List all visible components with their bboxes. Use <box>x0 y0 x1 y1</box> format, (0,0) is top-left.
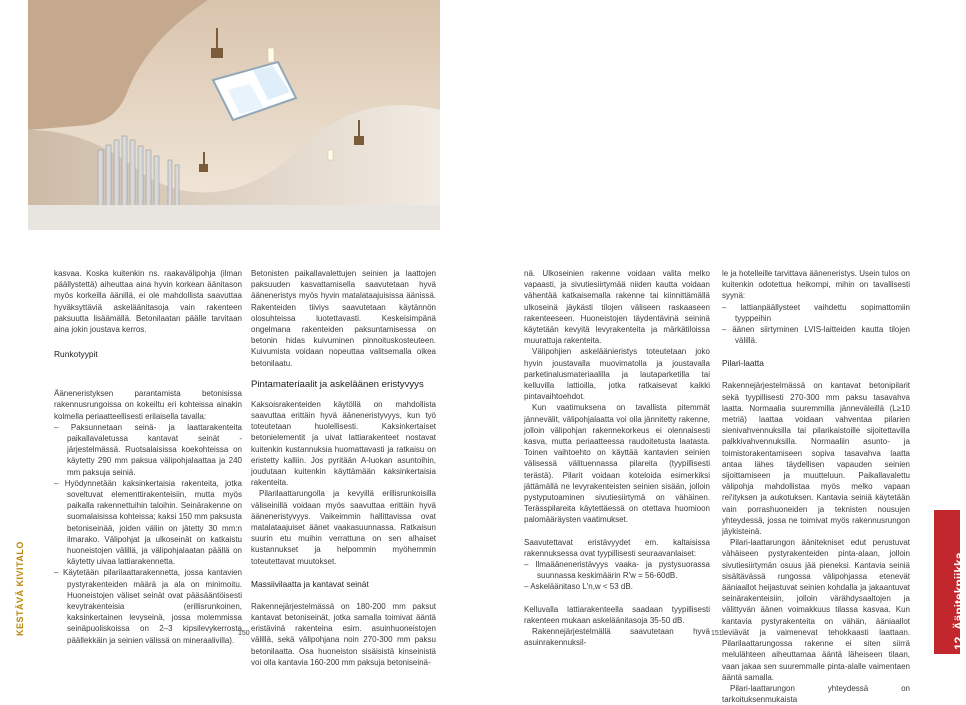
list-item: – Hyödynnetään kaksinkertaisia rakenteita, jotka soveltuvat elementtirakenteisiin, mutta myös paikalla rakennettuihin taloihin. Seinärakenne on suomalaisissa kohteissa; kaksi 150 mm paksusta betoniseinää, joiden väliin on jätetty 30 mm:n ilmarako. Välipohjat ja ulkoseinät on katkaistu huoneistojen välillä, ja välipohjalaatan päällä on käytetty uivaa lattiarakennetta. <box>54 478 242 567</box>
page-number-right: 151 <box>711 630 723 637</box>
list-item: – Ilmaääneneristävyys vaaka- ja pystysuorassa suunnassa keskimäärin R'w = 56-60dB. <box>524 560 710 581</box>
chapter-tab <box>934 510 966 654</box>
list-item: – Käytetään pilarilaattarakennetta, jossa kantavien pystyrakenteiden määrä ja ala on minimoitu. Huoneistojen väliset seinät ovat pääsääntöisesti kevytrakenteisia (erillisrunkoinen, kaksinkertainen levyseinä, jossa molemmissa seinäpuoliskoissa on 2–3 kipsilevykerrosta päällekkäin ja seinien välissä on mineraalivilla). <box>54 568 242 645</box>
right-page-column-1 <box>524 268 710 649</box>
paragraph: nä. Ulkoseinien rakenne voidaan valita melko vapaasti, ja sivutiesiirtymää niiden kautta voidaan vähentää katkaisemalla rakenne tai kiinnittämällä ulkoseinä jäykästi tilojen väliseen raskaaseen rakenteeseen. Huoneistojen täydentävinä seininä käytetään kevyitä levyrakenteita ja märkätiloissa muurattuja rakenteita. <box>524 269 710 346</box>
spine-text: KESTÄVÄ KIVITALO <box>15 541 25 636</box>
paragraph: Välipohjien askeläänieristys toteutetaan joko hyvin joustavalla muovimatolla ja joustavalla parketinalusmateriaalilla ja lautaparketilla tai kelluvilla lattioilla, jotka ratkaisevat kaikki pintavaihtoehdot. <box>524 347 710 402</box>
left-page-column-1 <box>54 268 242 646</box>
list-item: – äänen siirtyminen LVIS-laitteiden kautta tilojen välillä. <box>722 325 910 346</box>
section-heading-runkotyypit: Runkotyypit <box>54 349 98 360</box>
paragraph: Kaksoisrakenteiden käytöllä on mahdollista saavuttaa erittäin hyvä ääneneristyvyys, kun työ toteutetaan huolellisesti. Kaksinkertaiset betonielementit ja uivat lattiarakenteet nostavat kuitenkin kustannuksia huomattavasti ja ratkaisu on eristetty kalliin. Jos pyritään A-luokan asuntoihin, joudutaan kuitenkin käyttämään kaksinkertaisia rakenteita. <box>251 399 436 488</box>
paragraph: Pilari-laattarungon yhteydessä on tarkoituksenmukaista <box>722 683 910 705</box>
paragraph: Rakennejärjestelmässä on kantavat betonipilarit sekä tyypillisesti 270-300 mm paksu tasavahva laatta. Normaalia suuremmilla jänneväleillä (L≥10 metriä) laattaa voidaan vahventaa pilarien sienivahvennuksilla tai pilarikaistoille sijoitettavilla palkkivahvennuksilla. Normaaliin asunto- ja toimistorakentamiseen sopiva tasavahva laatta antaa lähes täydellisen vapauden seinien sijoittamiseen ja muutteluun. Paikallavalettu välipohja mahdollistaa myös melko vapaan reiʹityksen ja aukotuksen. Kantavia seiniä käytetään vain porrashuoneiden ja teknisten nousujen yhteydessä, jossa ne toimivat myös rakennusrungon jäykisteinä. <box>722 381 910 537</box>
paragraph: Betonisten paikallavalettujen seinien ja laattojen paksuuden kasvattamisella saavutetaan hyvä ääneneristys myös hyvin matalataajuisissa äänissä. Rakenteiden tiiviys saavutetaan käytännön olosuhteissa luotettavasti. Keskeisimpänä ongelmana rakenteiden paksuntamisessa on betonin hidas kuivuminen pinnoituskosteuteen. Kuivumista voidaan nopeuttaa valitsemalla oikea betonilaatu. <box>251 269 436 368</box>
paragraph: Rakennejärjestelmässä on 180-200 mm paksut kantavat betoniseinät, jotka samalla toimivat ääntä eristävinä rakenteina esim. asuinhuoneistojen välillä, sekä välipohjana noin 270-300 mm paksu betonilaatta. Osa huoneiston sisäisistä kinseinistä voi olla kantavia 160-200 mm paksuja betoniseinä- <box>251 601 436 667</box>
section-heading-pilari-laatta: Pilari-laatta <box>722 358 764 369</box>
paragraph: Pilarilaattarungolla ja kevyillä erillisrunkoisilla väliseinillä voidaan myös saavuttaa erittäin hyvä ääneneristyvyys. Vaikeimmin hallittavissa ovat matalataajuiset äänet vaakasuunnassa. Ratkaisun suurin etu muihin verrattuna on sen alhaiset kustannukset ja helpommin myöhemmin toteutettavat muutokset. <box>251 489 436 566</box>
church-interior-photo <box>28 0 440 230</box>
paragraph: Pilari-laattarungon äänitekniset edut perustuvat vähäiseen pystyrakenteiden pinta-alaan, jolloin sivutiesiirtymän osuus jää pieneksi. Kantavia seiniä sisältävässä rungossa välipohjassa etenevät ääniaallot heijastuvat seinien kohdalla ja jakaantuvat seinärakenteisiin, jolloin värähdysaaltojen ja välittyvän äänen voimakkuus tilassa kasvaa. Kun kantavia pystyrakenteita on vähän, ääniaallot leviävät ja vaimenevat tehokkaasti laattaan. Pilarilaattarungossa rakenne ei siten siirrä melulähteen aiheuttamaa ääntä läheiseen tilaan, vaan jakaa sen suuremmalle pinta-alalle vaimentaen ääntä samalla. <box>722 538 910 682</box>
paragraph: Kun vaatimuksena on tavallista pitemmät jännevälit, välipohjalaatta voi olla jännitetty rakenne, jolloin välipohjan rakennekorkeus ei olennaisesti kasva, mutta periaatteessa raudoitetusta laatasta. Toinen vaihtoehto on käyttää kantavien seinien välisessä välituennassa pilareita (tyypillisesti terästä). Pilarit voidaan koteloida esimerkiksi jättämällä ne levyrakenteisten seinien sisään, jolloin pystyputoaminen sivutiesiirtymä on vähäinen. Terässpilareita käytettäessä on otettava huomioon palomääräysten vaatimukset. <box>524 403 710 525</box>
chapter-tab-label: 12. Äänitekniikka <box>952 552 966 650</box>
photo-illustration <box>28 0 440 230</box>
list-item: – Askeläänitaso L'n,w < 53 dB. <box>524 582 633 592</box>
right-page-column-2 <box>722 268 910 705</box>
paragraph: Kelluvalla lattiarakenteella saadaan tyypillisesti rakenteen mukaan askeläänitasoja 35-50 dB. <box>524 604 710 625</box>
page-number-left: 150 <box>238 630 250 637</box>
paragraph: Saavutettavat eristävyydet em. kaltaisissa rakennuksessa ovat tyypillisesti seuraavanlaiset: <box>524 537 710 558</box>
list-item: – Paksunnetaan seinä- ja laattarakenteita paikallavaletussa kantavat seinät -järjestelmässä. Ruotsalaisissa koekohteissa on käytetty 290 mm paksua välipohjalaattaa ja 240 mm paksuja seiniä. <box>54 422 242 477</box>
left-page-column-2 <box>251 268 436 668</box>
paragraph: le ja hotelleille tarvittava ääneneristys. Usein tulos on kuitenkin odotettua heikompi, mihin on tavallisesti syynä: <box>722 269 910 301</box>
paragraph: Rakennejärjestelmällä saavutetaan hyvä asuinrakennuksil- <box>524 627 710 648</box>
section-heading-massiivilaatta: Massiivilaatta ja kantavat seinät <box>251 578 369 589</box>
spine-logo <box>0 540 30 640</box>
paragraph: Ääneneristyksen parantamista betonisissa rakennusrungoissa on kokeiltu eri kohteissa ainakin kolmella periaatteellisesti erilaisella tavalla: <box>54 389 242 421</box>
list-item: – lattianpäällysteet vaihdettu sopimattomiin tyyppeihin <box>722 302 910 323</box>
paragraph: kasvaa. Koska kuitenkin ns. raakavälipohja (ilman päällystettä) aiheuttaa aina hyvin korkean äänitason myös korkeilla äänillä, ei ole mahdollista saavuttaa hyväksyttäviä askeläänitasoja vain rakenteen paksuutta lisäämällä. Betonilaatan päälle tarvitaan aina jokin joustava kerros. <box>54 269 242 335</box>
section-heading-pintamateriaalit: Pintamateriaalit ja askeläänen eristyvyys <box>251 378 424 390</box>
